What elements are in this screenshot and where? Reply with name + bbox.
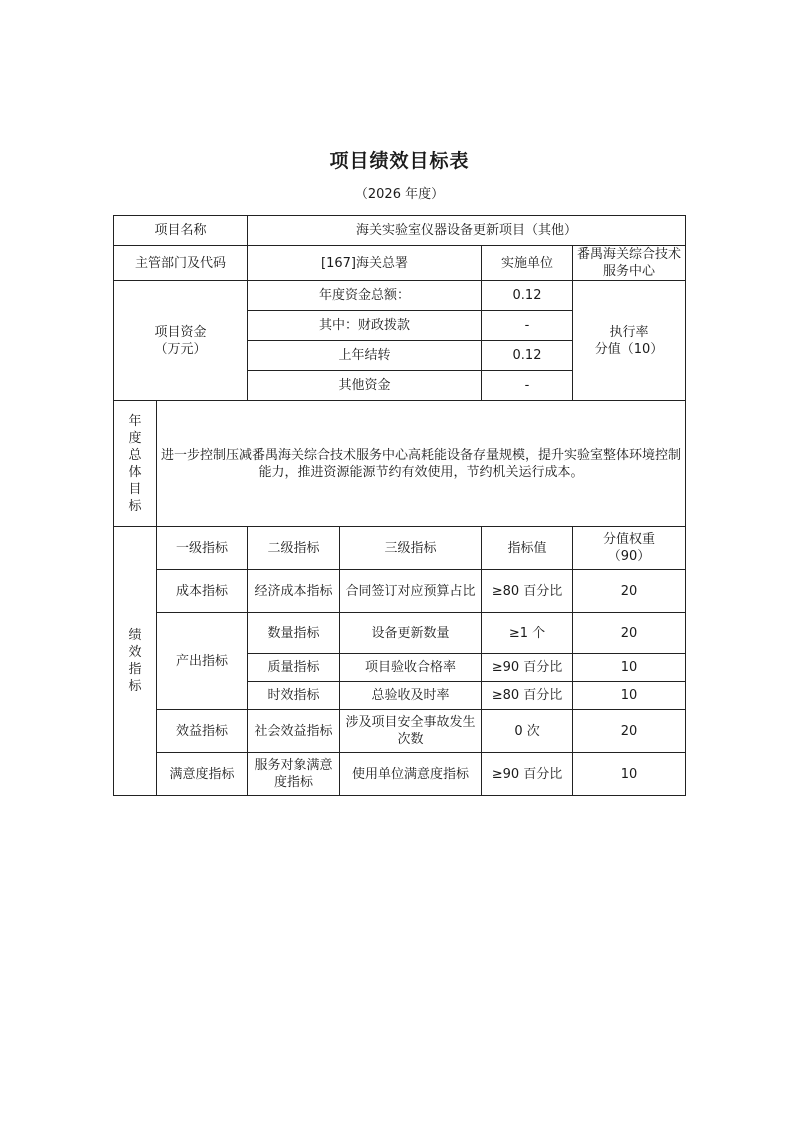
indicator-header-row (114, 527, 686, 570)
indicators-label-char: 效 (128, 645, 142, 660)
indicator-row (114, 710, 686, 753)
execution-rate-line1: 执行率 (609, 324, 649, 340)
indicator-level3: 设备更新数量 (340, 613, 482, 654)
header-value: 指标值 (482, 527, 573, 570)
project-name-value: 海关实验室仪器设备更新项目（其他） (248, 216, 686, 246)
indicator-level3: 涉及项目安全事故发生次数 (340, 710, 482, 753)
indicator-weight: 10 (573, 682, 686, 710)
funds-label-line2: （万元） (154, 341, 207, 357)
funds-row-value: 0.12 (482, 341, 573, 371)
annual-goal-label-char: 度 (128, 430, 142, 446)
annual-goal-label (114, 401, 157, 527)
indicator-level2: 质量指标 (248, 654, 340, 682)
indicator-level3: 合同签订对应预算占比 (340, 570, 482, 613)
indicator-weight: 10 (573, 753, 686, 796)
indicator-weight: 20 (573, 613, 686, 654)
funds-row-value: 0.12 (482, 281, 573, 311)
funds-row-label: 其他资金 (248, 371, 482, 401)
department-value: [167]海关总署 (248, 246, 482, 281)
indicator-row (114, 753, 686, 796)
annual-goal-text: 进一步控制压减番禺海关综合技术服务中心高耗能设备存量规模，提升实验室整体环境控制能力，推进资源能源节约有效使用，节约机关运行成本。 (157, 401, 686, 527)
page-subtitle: （2026 年度） (354, 187, 445, 202)
performance-target-table (113, 215, 686, 796)
funds-row-label: 其中：财政拨款 (248, 311, 482, 341)
annual-goal-label-char: 体 (128, 464, 142, 480)
header-level1: 一级指标 (157, 527, 248, 570)
indicator-level2: 经济成本指标 (248, 570, 340, 613)
indicator-level3: 总验收及时率 (340, 682, 482, 710)
indicators-label-char: 标 (128, 679, 142, 694)
indicator-value: ≥90 百分比 (482, 654, 573, 682)
indicators-label-char: 指 (128, 662, 142, 677)
indicator-level2: 服务对象满意度指标 (248, 753, 340, 796)
header-weight (573, 527, 686, 570)
execution-rate-line2: 分值（10） (594, 341, 664, 357)
funds-row-label: 上年结转 (248, 341, 482, 371)
funds-label (114, 281, 248, 401)
indicator-weight: 20 (573, 570, 686, 613)
indicator-level3: 项目验收合格率 (340, 654, 482, 682)
indicator-level2: 社会效益指标 (248, 710, 340, 753)
indicator-value: ≥90 百分比 (482, 753, 573, 796)
funds-row (114, 281, 686, 311)
implementing-unit-label: 实施单位 (482, 246, 573, 281)
indicator-weight: 10 (573, 654, 686, 682)
indicator-value: ≥80 百分比 (482, 570, 573, 613)
annual-goal-label-char: 年 (128, 413, 142, 429)
indicator-level1: 成本指标 (157, 570, 248, 613)
annual-goal-label-char: 总 (128, 447, 142, 463)
indicator-value: 0 次 (482, 710, 573, 753)
indicator-value: ≥80 百分比 (482, 682, 573, 710)
annual-goal-label-char: 标 (128, 498, 142, 514)
header-weight-line2: （90） (607, 549, 651, 564)
indicator-value: ≥1 个 (482, 613, 573, 654)
indicator-level1: 效益指标 (157, 710, 248, 753)
indicators-label-char: 绩 (128, 628, 142, 643)
funds-row-value: - (482, 371, 573, 401)
funds-row-value: - (482, 311, 573, 341)
project-name-row (114, 216, 686, 246)
header-level3: 三级指标 (340, 527, 482, 570)
annual-goal-label-char: 目 (128, 481, 142, 497)
department-label: 主管部门及代码 (114, 246, 248, 281)
annual-goal-row (114, 401, 686, 527)
indicator-level1: 满意度指标 (157, 753, 248, 796)
funds-label-line1: 项目资金 (154, 324, 207, 340)
header-weight-line1: 分值权重 (603, 532, 656, 547)
indicator-row (114, 570, 686, 613)
indicator-row (114, 613, 686, 654)
indicator-level2: 时效指标 (248, 682, 340, 710)
execution-rate-cell (573, 281, 686, 401)
header-level2: 二级指标 (248, 527, 340, 570)
funds-row-label: 年度资金总额： (248, 281, 482, 311)
implementing-unit-value: 番禺海关综合技术服务中心 (573, 246, 686, 281)
indicator-level3: 使用单位满意度指标 (340, 753, 482, 796)
department-row (114, 246, 686, 281)
project-name-label: 项目名称 (114, 216, 248, 246)
indicators-label (114, 527, 157, 796)
indicator-level1: 产出指标 (157, 613, 248, 710)
indicator-level2: 数量指标 (248, 613, 340, 654)
page-title: 项目绩效目标表 (329, 150, 470, 172)
indicator-weight: 20 (573, 710, 686, 753)
